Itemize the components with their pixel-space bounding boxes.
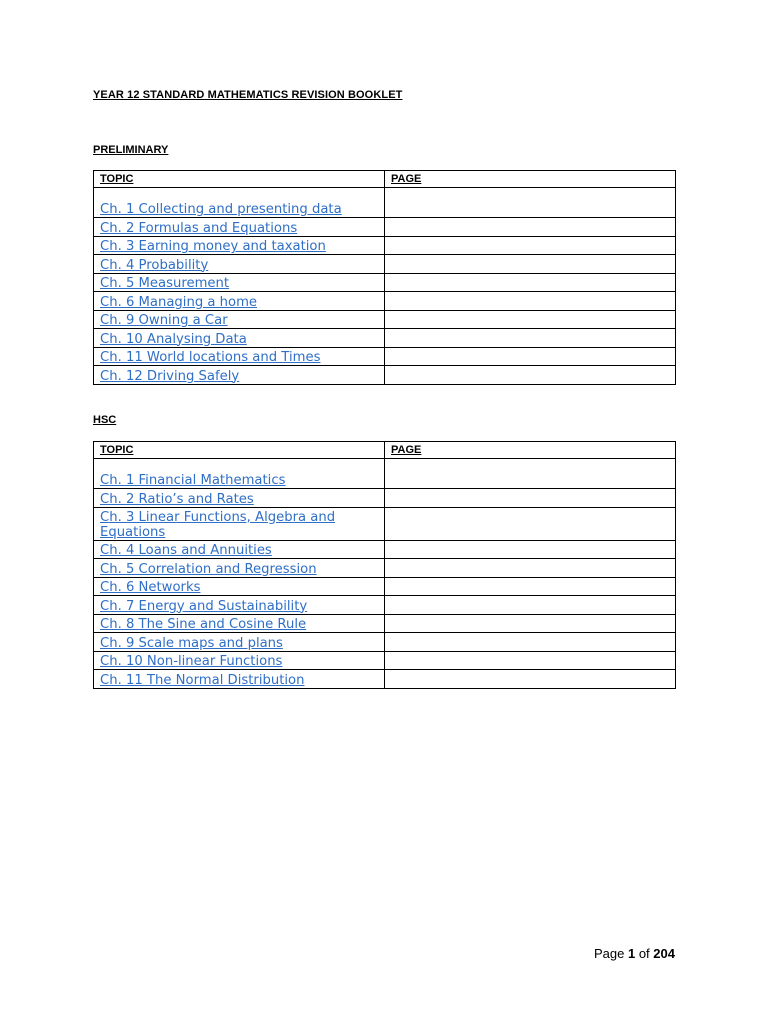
topic-cell <box>94 596 385 615</box>
chapter-link[interactable]: Ch. 6 Managing a home <box>100 294 258 310</box>
page-cell <box>385 651 676 670</box>
table-header-row <box>94 442 676 459</box>
chapter-link[interactable]: Ch. 11 World locations and Times <box>100 350 321 365</box>
chapter-link[interactable]: Ch. 4 Probability <box>100 257 209 273</box>
chapter-link[interactable]: Ch. 1 Financial Mathematics <box>100 473 286 488</box>
topic-cell <box>94 255 385 274</box>
page-cell <box>385 540 676 559</box>
page-cell <box>385 559 676 578</box>
table-row <box>94 507 676 540</box>
page-cell <box>385 292 676 311</box>
topic-cell <box>94 218 385 237</box>
page-cell <box>385 188 676 218</box>
page-cell <box>385 507 676 540</box>
chapter-link[interactable]: Ch. 8 The Sine and Cosine Rule <box>100 617 307 632</box>
chapter-link[interactable]: Ch. 7 Energy and Sustainability <box>100 598 308 614</box>
table-row <box>94 329 676 348</box>
chapter-link[interactable]: Ch. 1 Collecting and presenting data <box>100 202 342 217</box>
topic-cell <box>94 559 385 578</box>
topic-cell <box>94 188 385 218</box>
hsc-heading: HSC <box>93 414 117 426</box>
chapter-link[interactable]: Ch. 2 Ratio’s and Rates <box>100 491 254 507</box>
topic-cell <box>94 670 385 689</box>
chapter-link[interactable]: Ch. 4 Loans and Annuities <box>100 543 272 558</box>
page-cell <box>385 218 676 237</box>
preliminary-heading: PRELIMINARY <box>93 144 169 156</box>
table-row <box>94 236 676 255</box>
table-row <box>94 489 676 508</box>
topic-cell <box>94 651 385 670</box>
page-label: Page <box>593 946 625 961</box>
chapter-link[interactable]: Ch. 3 Earning money and taxation <box>100 239 326 254</box>
chapter-link[interactable]: Ch. 11 The Normal Distribution <box>100 672 305 688</box>
table-row <box>94 651 676 670</box>
chapter-link[interactable]: Ch. 12 Driving Safely <box>100 368 240 384</box>
page-cell <box>385 236 676 255</box>
page-cell <box>385 459 676 489</box>
topic-cell <box>94 507 385 540</box>
page-cell <box>385 347 676 366</box>
preliminary-toc-table <box>93 170 676 385</box>
chapter-link[interactable]: Ch. 10 Non-linear Functions <box>100 654 283 669</box>
page-cell <box>385 577 676 596</box>
table-row <box>94 577 676 596</box>
total-pages-number: 204 <box>653 946 675 961</box>
table-row <box>94 633 676 652</box>
page-cell <box>385 255 676 274</box>
table-header-row <box>94 171 676 188</box>
topic-cell <box>94 310 385 329</box>
chapter-link[interactable]: Ch. 3 Linear Functions, Algebra and Equations <box>100 509 336 540</box>
table-row <box>94 310 676 329</box>
table-row <box>94 559 676 578</box>
page-column-header: PAGE <box>385 442 676 459</box>
table-row <box>94 614 676 633</box>
table-row <box>94 366 676 385</box>
topic-cell <box>94 633 385 652</box>
table-row <box>94 347 676 366</box>
table-row <box>94 273 676 292</box>
table-row <box>94 459 676 489</box>
chapter-link[interactable]: Ch. 10 Analysing Data <box>100 331 247 347</box>
topic-cell <box>94 236 385 255</box>
page-cell <box>385 366 676 385</box>
table-row <box>94 218 676 237</box>
page-cell <box>385 273 676 292</box>
hsc-toc-table <box>93 441 676 689</box>
page-number-footer <box>594 946 675 961</box>
topic-cell <box>94 292 385 311</box>
page-cell <box>385 596 676 615</box>
topic-cell <box>94 577 385 596</box>
chapter-link[interactable]: Ch. 6 Networks <box>100 580 201 595</box>
topic-cell <box>94 614 385 633</box>
table-row <box>94 292 676 311</box>
chapter-link[interactable]: Ch. 2 Formulas and Equations <box>100 220 298 236</box>
current-page-number: 1 <box>627 946 636 961</box>
chapter-link[interactable]: Ch. 5 Correlation and Regression <box>100 561 317 577</box>
chapter-link[interactable]: Ch. 9 Owning a Car <box>100 313 228 328</box>
table-row <box>94 540 676 559</box>
table-row <box>94 670 676 689</box>
topic-cell <box>94 540 385 559</box>
topic-cell <box>94 489 385 508</box>
topic-cell <box>94 366 385 385</box>
of-label: of <box>638 946 650 961</box>
page-cell <box>385 310 676 329</box>
page-column-header: PAGE <box>385 171 676 188</box>
document-title: YEAR 12 STANDARD MATHEMATICS REVISION BOOKLET <box>93 89 403 101</box>
page-cell <box>385 670 676 689</box>
topic-column-header: TOPIC <box>94 171 385 188</box>
chapter-link[interactable]: Ch. 5 Measurement <box>100 276 230 291</box>
page-cell <box>385 633 676 652</box>
table-row <box>94 255 676 274</box>
topic-cell <box>94 459 385 489</box>
table-row <box>94 188 676 218</box>
page-cell <box>385 489 676 508</box>
chapter-link[interactable]: Ch. 9 Scale maps and plans <box>100 635 283 651</box>
topic-cell <box>94 273 385 292</box>
page-cell <box>385 329 676 348</box>
page-cell <box>385 614 676 633</box>
topic-cell <box>94 329 385 348</box>
table-row <box>94 596 676 615</box>
topic-column-header: TOPIC <box>94 442 385 459</box>
topic-cell <box>94 347 385 366</box>
